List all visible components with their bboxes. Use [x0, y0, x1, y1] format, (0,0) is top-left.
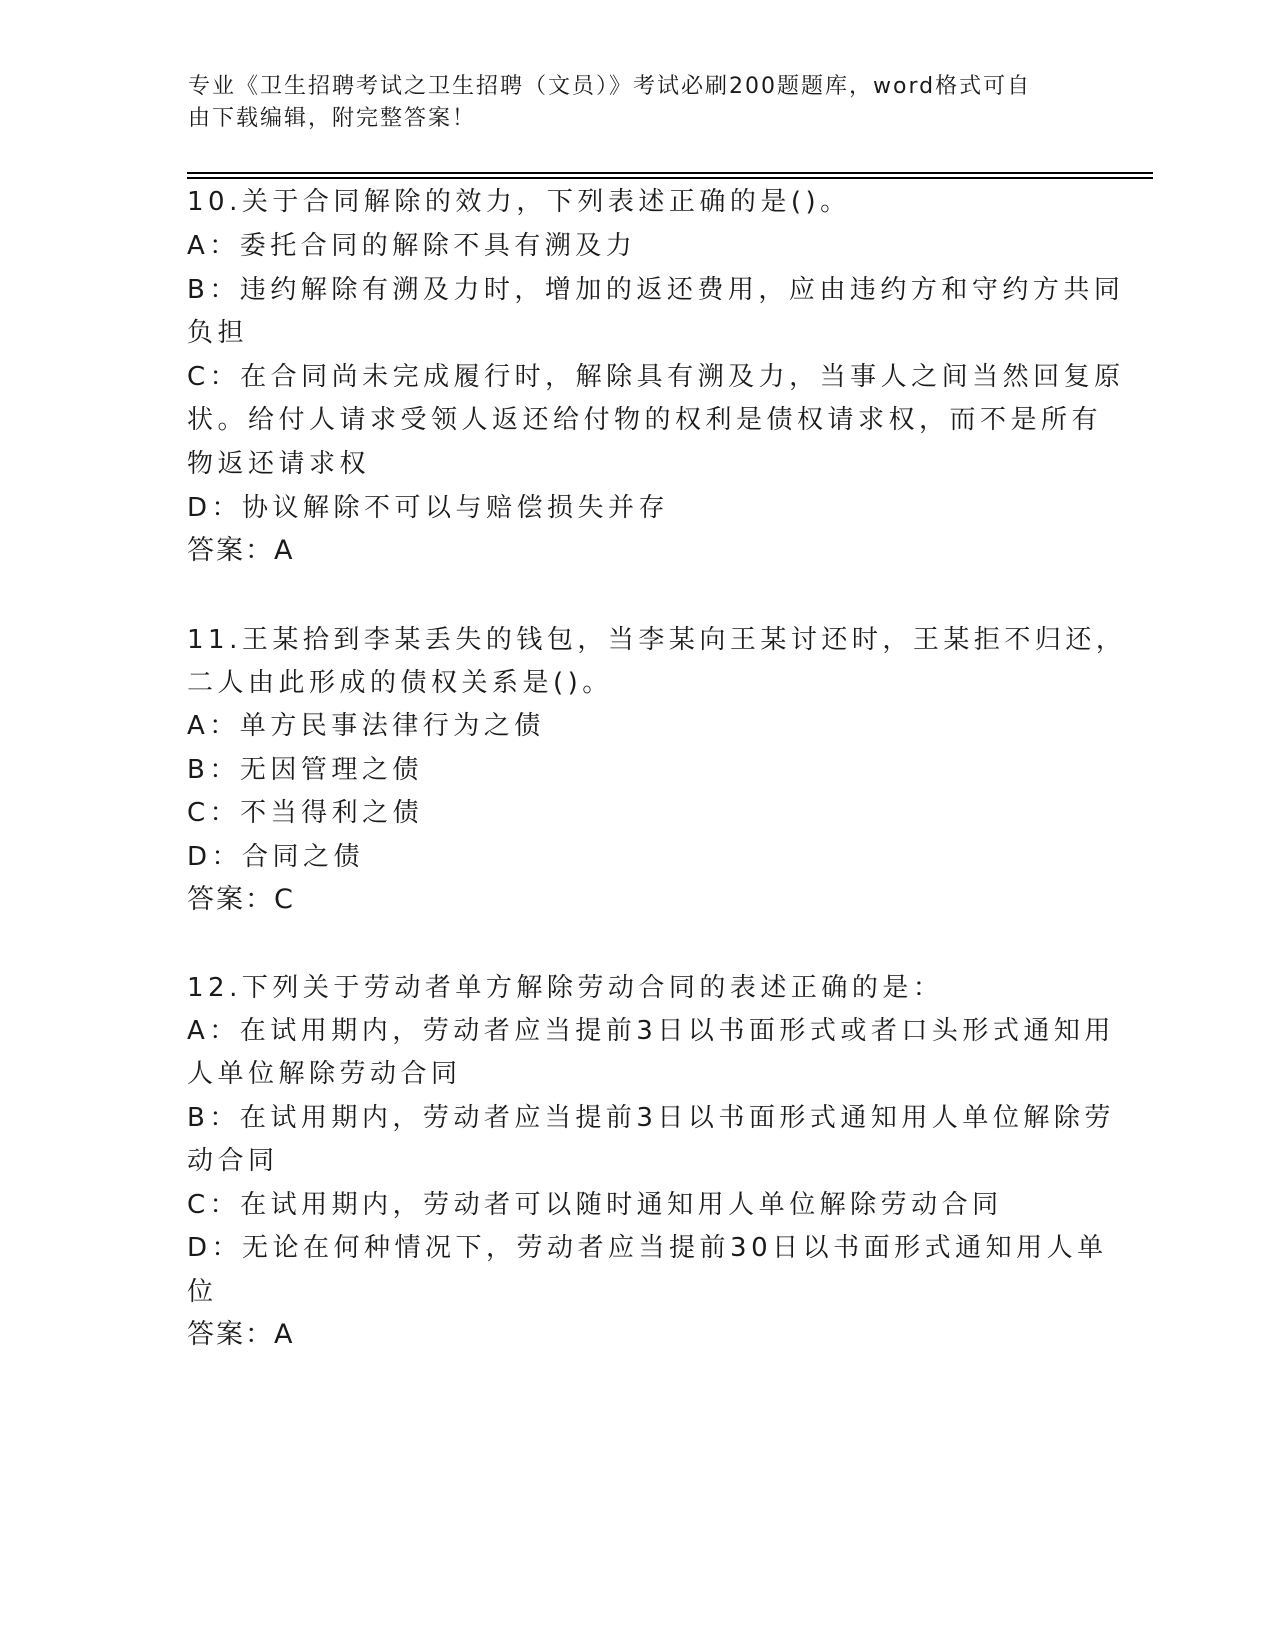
- question-12-option-a-cont: 人单位解除劳动合同: [187, 1059, 462, 1089]
- question-11-stem: 11.王某拾到李某丢失的钱包，当李某向王某讨还时，王某拒不归还，: [187, 625, 1127, 655]
- question-11-option-b: B：无因管理之债: [187, 755, 423, 785]
- question-11-option-c: C：不当得利之债: [187, 798, 424, 828]
- question-11-option-d: D：合同之债: [187, 842, 365, 872]
- question-12-option-b: B：在试用期内，劳动者应当提前3日以书面形式通知用人单位解除劳: [187, 1103, 1115, 1133]
- question-10-option-c-cont-2: 物返还请求权: [187, 449, 371, 479]
- question-10-answer: 答案：A: [187, 535, 295, 566]
- question-11-stem-cont: 二人由此形成的债权关系是()。: [187, 668, 613, 698]
- question-10-option-b: B：违约解除有溯及力时，增加的返还费用，应由违约方和守约方共同: [187, 275, 1125, 305]
- question-10-stem: 10.关于合同解除的效力，下列表述正确的是()。: [187, 187, 851, 217]
- header-divider-top: [187, 172, 1153, 174]
- question-12-option-d: D：无论在何种情况下，劳动者应当提前30日以书面形式通知用人单: [187, 1233, 1108, 1263]
- header-divider-bottom: [187, 177, 1153, 179]
- question-12-option-b-cont: 动合同: [187, 1146, 279, 1176]
- question-12-option-c: C：在试用期内，劳动者可以随时通知用人单位解除劳动合同: [187, 1190, 1003, 1220]
- question-12-option-a: A：在试用期内，劳动者应当提前3日以书面形式或者口头形式通知用: [187, 1016, 1115, 1046]
- document-title-line-1: 专业《卫生招聘考试之卫生招聘（文员）》考试必刷200题题库，word格式可自: [188, 74, 1032, 99]
- question-11-answer: 答案：C: [187, 884, 295, 915]
- question-10-option-b-cont: 负担: [187, 318, 249, 348]
- question-10-option-d: D：协议解除不可以与赔偿损失并存: [187, 493, 670, 523]
- question-12-option-d-cont: 位: [187, 1277, 218, 1307]
- question-12-stem: 12.下列关于劳动者单方解除劳动合同的表述正确的是：: [187, 973, 944, 1003]
- document-title-line-2: 由下载编辑，附完整答案！: [188, 106, 477, 131]
- question-10-option-c: C：在合同尚未完成履行时，解除具有溯及力，当事人之间当然回复原: [187, 362, 1125, 392]
- question-10-option-a: A：委托合同的解除不具有溯及力: [187, 231, 637, 261]
- question-12-answer: 答案：A: [187, 1319, 295, 1350]
- question-10-option-c-cont-1: 状。给付人请求受领人返还给付物的权利是债权请求权，而不是所有: [187, 405, 1103, 435]
- question-11-option-a: A：单方民事法律行为之债: [187, 711, 545, 741]
